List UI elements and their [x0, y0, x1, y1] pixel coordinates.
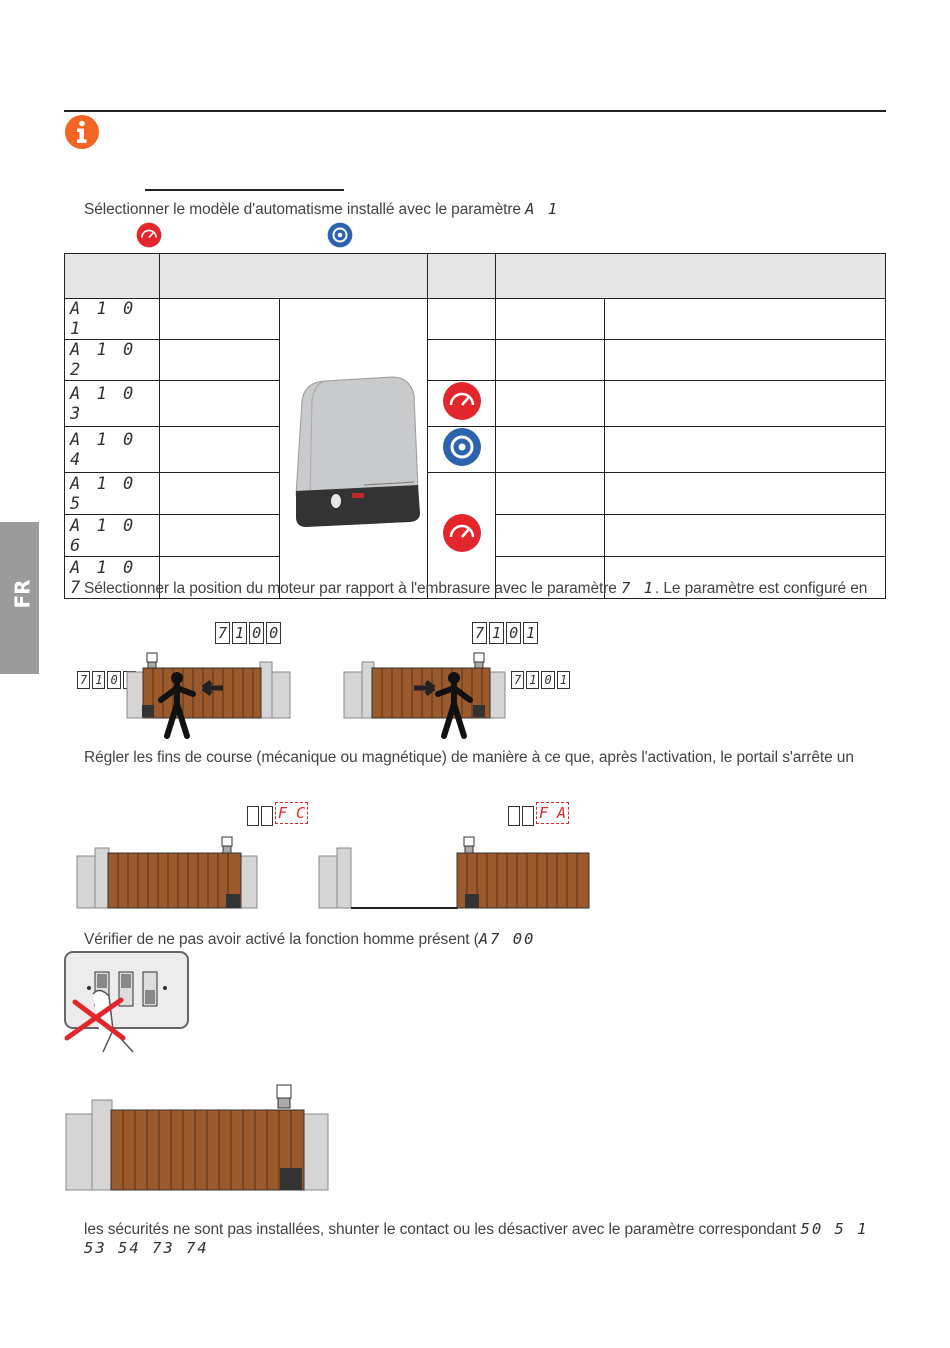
param-code: 50 5 1	[800, 1220, 869, 1238]
table-header-cell	[65, 254, 160, 299]
table-header-cell	[496, 254, 886, 299]
info-icon	[64, 114, 100, 155]
rapid-speed-icon	[136, 222, 162, 253]
table-row	[65, 299, 886, 340]
gate-full-diagram	[65, 1082, 331, 1199]
model-code: A 1 0 3	[65, 381, 160, 427]
safety-paragraph: les sécurités ne sont pas installées, shunter le contact ou les désactiver avec le paramètre correspondant 50 5 1	[84, 1220, 869, 1238]
language-tab	[0, 522, 39, 674]
param-code: A7 00	[478, 930, 536, 948]
deadman-paragraph: Vérifier de ne pas avoir activé la fonction homme présent (A7 00	[84, 930, 536, 948]
model-code: A 1 0 5	[65, 473, 160, 515]
cycle-icon	[428, 427, 496, 473]
gate-diagram-left	[125, 650, 295, 747]
table-row	[65, 427, 886, 473]
rapid-speed-icon	[428, 381, 496, 427]
param-code: 53 54 73 74	[84, 1239, 209, 1257]
position-paragraph: Sélectionner la position du moteur par rapport à l'embrasure avec le paramètre 7 1. Le paramètre est configuré en	[84, 579, 868, 597]
model-code: A 1 0 1	[65, 299, 160, 340]
cycle-icon	[327, 222, 353, 253]
gate-diagram-right	[342, 650, 512, 747]
section-heading-underline	[145, 189, 344, 191]
param-code: A 1	[525, 200, 560, 218]
limits-paragraph: Régler les fins de course (mécanique ou magnétique) de manière à ce que, après l'activation, le portail s'arrête un	[84, 749, 854, 766]
display-readout-right: 7 1 0 1	[472, 622, 540, 644]
models-table	[64, 253, 886, 599]
table-header-row	[65, 254, 886, 299]
model-code: A 1 0 4	[65, 427, 160, 473]
dip-switch-diagram	[63, 950, 193, 1059]
limit-display-close: F C	[247, 802, 310, 826]
model-code: A 1 0 7	[65, 557, 160, 599]
display-readout-left: 7 1 0 0	[215, 622, 283, 644]
header-rule	[64, 110, 886, 112]
table-header-cell	[160, 254, 428, 299]
gate-open-diagram	[318, 834, 592, 919]
motor-image	[280, 299, 428, 599]
table-row	[65, 340, 886, 381]
table-row	[65, 473, 886, 515]
model-code: A 1 0 6	[65, 515, 160, 557]
intro-paragraph: Sélectionner le modèle d'automatisme installé avec le paramètre A 1	[84, 200, 560, 218]
display-small-right: 7 1 0 1	[511, 671, 572, 689]
limit-display-open: F A	[508, 802, 571, 826]
table-row	[65, 381, 886, 427]
display-small-left: 7 1 0	[77, 671, 138, 689]
safety-params-line	[84, 1239, 209, 1258]
model-code: A 1 0 2	[65, 340, 160, 381]
param-code: 7 1	[621, 579, 655, 597]
gate-closed-diagram	[76, 834, 260, 919]
language-tab-label: FR	[10, 579, 35, 609]
table-header-cell	[428, 254, 496, 299]
